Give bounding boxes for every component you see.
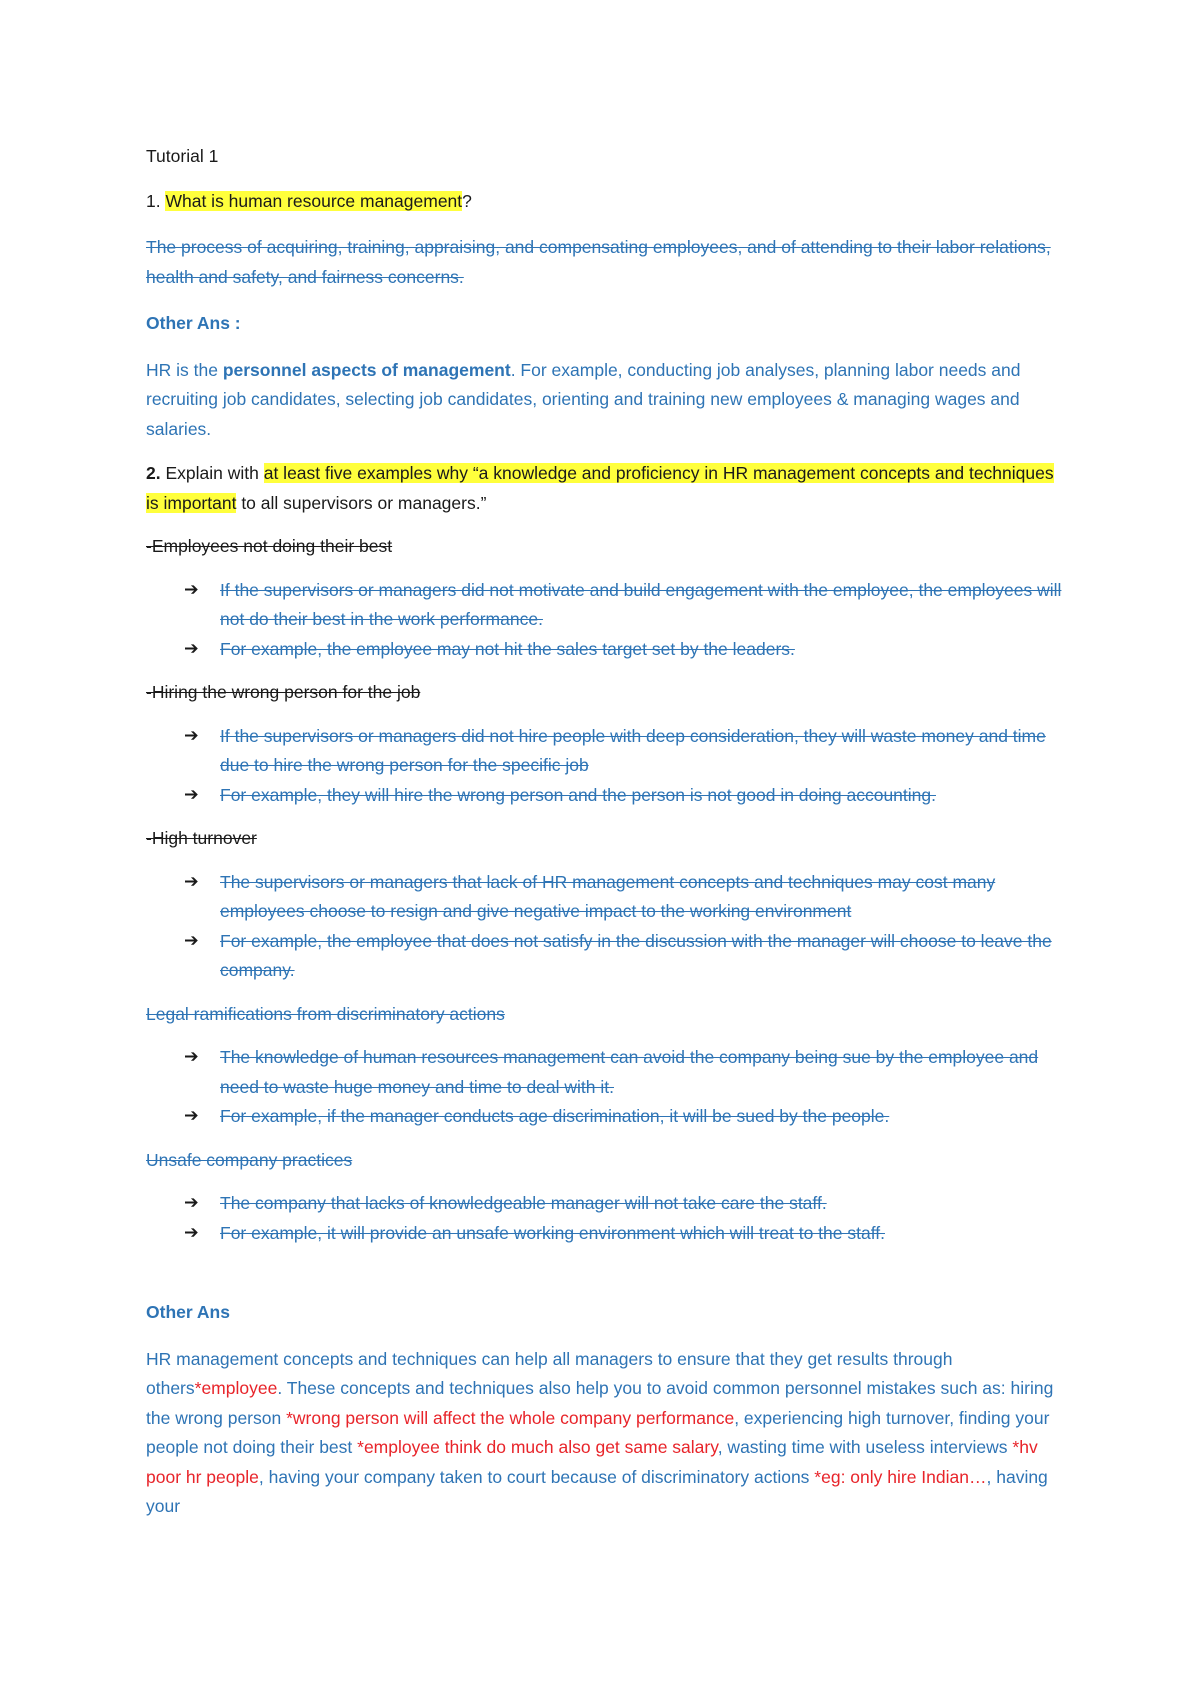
red-note: *hv poor hr people (146, 1437, 1038, 1487)
red-note: *wrong person will affect the whole company performance (286, 1407, 735, 1428)
highlighted-text: at least five examples why “a knowledge and proficiency in HR management concepts and techniques is important (146, 463, 1054, 513)
bullet-item (146, 868, 1066, 927)
other-ans-2 (146, 1345, 1066, 1522)
question-text: to all supervisors or managers.” (236, 492, 487, 513)
arrow-right-icon: ➔ (184, 579, 199, 600)
question-text: Explain with (160, 463, 264, 483)
bullet-item (146, 722, 1066, 781)
section-heading: Legal ramifications from discriminatory actions (146, 1003, 505, 1024)
bullet-item (146, 1102, 1066, 1132)
bullet-list (146, 1043, 1066, 1132)
answer-section (146, 1146, 1066, 1249)
bullet-text: For example, it will provide an unsafe working environment which will treat to the staff. (220, 1222, 885, 1243)
red-note: *employee think do much also get same salary (357, 1437, 718, 1457)
bullet-text: For example, the employee that does not satisfy in the discussion with the manager will choose to leave the company. (220, 930, 1052, 980)
red-note: *eg: only hire Indian… (814, 1466, 987, 1487)
question-suffix: ? (462, 190, 472, 211)
bullet-item (146, 781, 1066, 811)
answer-section (146, 1000, 1066, 1132)
bullet-list (146, 868, 1066, 986)
answer-1: The process of acquiring, training, appraising, and compensating employees, and of attending to their labor relations, health and safety, and fairness concerns. (146, 237, 1051, 287)
answer-section (146, 824, 1066, 986)
other-ans-text: . For example, conducting job analyses, planning labor needs and recruiting job candidates, selecting job candidates, orienting and training new employees & managing wages and salaries. (146, 359, 1021, 439)
arrow-right-icon: ➔ (184, 638, 199, 659)
other-ans-text: , experiencing high turnover, finding your people not doing their best (146, 1407, 1050, 1457)
bullet-text: For example, they will hire the wrong person and the person is not good in doing accounting. (220, 784, 936, 805)
arrow-right-icon: ➔ (184, 1106, 199, 1126)
other-ans-text: , wasting time with useless interviews (717, 1437, 1013, 1457)
arrow-right-icon: ➔ (184, 784, 199, 805)
other-ans-heading: Other Ans : (146, 313, 241, 333)
other-ans-text: . These concepts and techniques also help you to avoid common personnel mistakes such as: hiring the wrong person (146, 1378, 1054, 1428)
answer-sections (146, 532, 1066, 1248)
document-page (146, 142, 1066, 1522)
bullet-list (146, 1189, 1066, 1248)
other-ans-text: , having your (146, 1466, 1048, 1516)
arrow-right-icon: ➔ (184, 1222, 199, 1243)
question-number: 1. (146, 190, 166, 211)
bullet-item (146, 1043, 1066, 1102)
other-ans-1 (146, 356, 1066, 445)
doc-title: Tutorial 1 (146, 146, 219, 166)
bullet-item (146, 576, 1066, 635)
arrow-right-icon: ➔ (184, 930, 199, 951)
section-heading: -High turnover (146, 828, 257, 848)
bullet-item (146, 1219, 1066, 1249)
red-note: *employee (194, 1378, 278, 1398)
section-heading: -Employees not doing their best (146, 536, 393, 556)
bullet-item (146, 927, 1066, 986)
other-ans-text: HR is the (146, 359, 223, 380)
bullet-text: If the supervisors or managers did not motivate and build engagement with the employee, the employees will not do their best in the work performance. (220, 579, 1062, 629)
other-ans-bold: personnel aspects of management (222, 359, 511, 380)
bullet-text: For example, if the manager conducts age discrimination, it will be sued by the people. (220, 1106, 890, 1126)
arrow-right-icon: ➔ (184, 725, 199, 746)
other-ans-2-heading: Other Ans (146, 1302, 230, 1322)
answer-section (146, 678, 1066, 810)
section-heading: -Hiring the wrong person for the job (146, 682, 421, 702)
question-2 (146, 459, 1066, 518)
question-1 (146, 187, 1066, 217)
arrow-right-icon: ➔ (184, 871, 199, 892)
bullet-text: If the supervisors or managers did not hire people with deep consideration, they will waste money and time due to hire the wrong person for the specific job (220, 725, 1046, 775)
other-ans-text: , having your company taken to court because of discriminatory actions (258, 1466, 815, 1487)
section-heading: Unsafe company practices (146, 1149, 353, 1170)
bullet-item (146, 1189, 1066, 1219)
other-ans-text: HR management concepts and techniques can help all managers to ensure that they get results through others (146, 1348, 953, 1398)
bullet-list (146, 576, 1066, 665)
arrow-right-icon: ➔ (184, 1193, 199, 1213)
question-number: 2. (146, 463, 161, 483)
highlighted-text: What is human resource management (165, 190, 463, 211)
arrow-right-icon: ➔ (184, 1047, 199, 1067)
bullet-text: The company that lacks of knowledgeable manager will not take care the staff. (220, 1193, 827, 1213)
bullet-list (146, 722, 1066, 811)
bullet-item (146, 635, 1066, 665)
bullet-text: The supervisors or managers that lack of HR management concepts and techniques may cost many employees choose to resign and give negative impact to the working environment (220, 871, 996, 921)
bullet-text: The knowledge of human resources management can avoid the company being sue by the employee and need to waste huge money and time to deal with it. (220, 1047, 1039, 1097)
bullet-text: For example, the employee may not hit the sales target set by the leaders. (220, 638, 795, 659)
answer-section (146, 532, 1066, 664)
